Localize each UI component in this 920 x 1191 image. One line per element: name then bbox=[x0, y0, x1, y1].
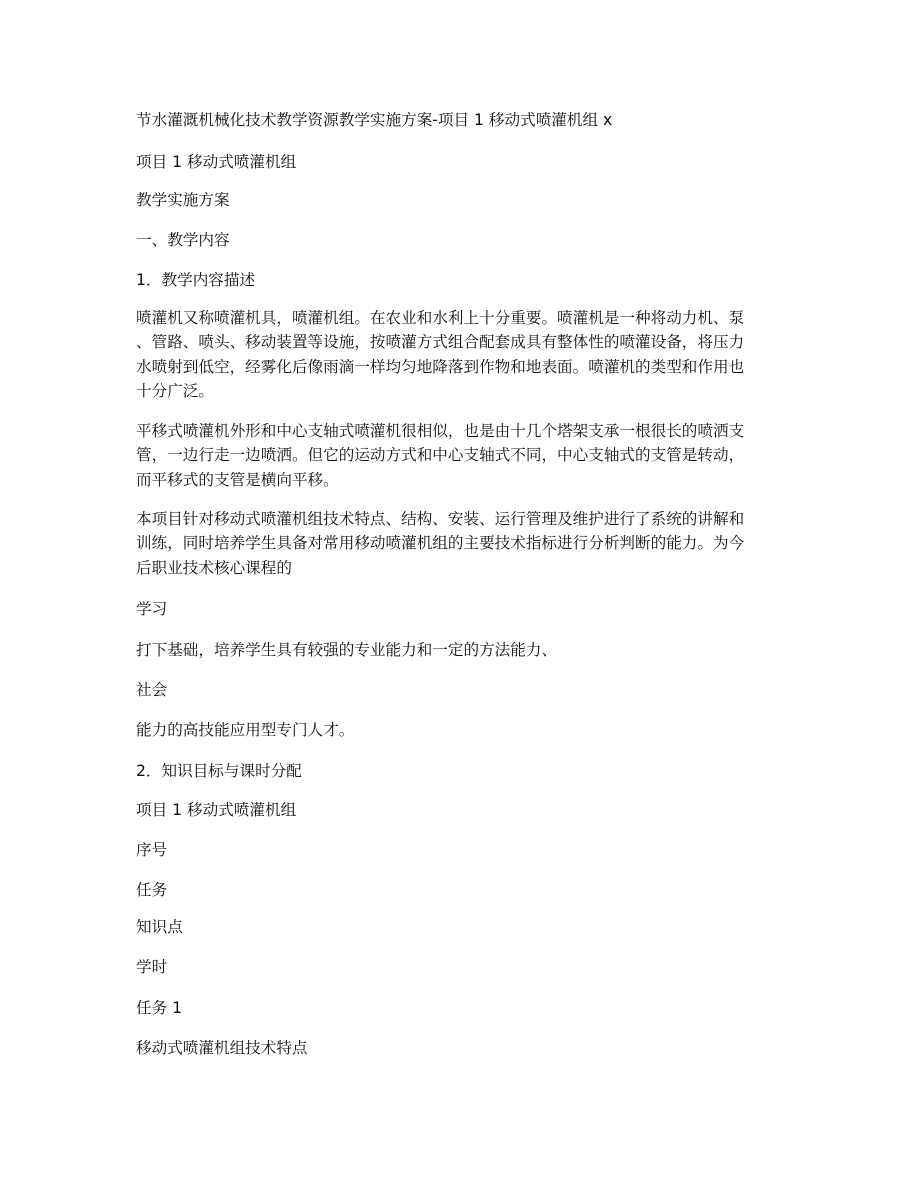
table-cell: 移动式喷灌机组技术特点 bbox=[136, 1039, 308, 1057]
text-fragment: 社会 bbox=[136, 681, 168, 699]
paragraph-3 bbox=[136, 507, 744, 580]
text-line: 喷灌机又称喷灌机具，喷灌机组。在农业和水利上十分重要。喷灌机是一种将动力机、泵 bbox=[136, 309, 745, 327]
table-header-index: 序号 bbox=[136, 841, 168, 859]
plan-heading: 教学实施方案 bbox=[136, 191, 230, 209]
table-cell: 任务 1 bbox=[136, 999, 183, 1017]
paragraph-1 bbox=[136, 306, 744, 403]
text-fragment: 打下基础，培养学生具有较强的专业能力和一定的方法能力、 bbox=[136, 641, 558, 659]
document-title: 节水灌溉机械化技术教学资源教学实施方案-项目 1 移动式喷灌机组 x bbox=[136, 111, 613, 129]
text-line: 而平移式的支管是横向平移。 bbox=[136, 470, 339, 489]
text-line: 、管路、喷头、移动装置等设施，按喷灌方式组合配套成具有整体性的喷灌设备，将压力 bbox=[136, 333, 745, 352]
subsection-heading: 2．知识目标与课时分配 bbox=[136, 762, 302, 780]
text-line: 水喷射到低空，经雾化后像雨滴一样均匀地降落到作物和地表面。喷灌机的类型和作用也 bbox=[136, 357, 745, 376]
text-line: 本项目针对移动式喷灌机组技术特点、结构、安装、运行管理及维护进行了系统的讲解和 bbox=[136, 510, 745, 528]
table-header-hours: 学时 bbox=[136, 958, 168, 976]
text-line: 管，一边行走一边喷洒。但它的运动方式和中心支轴式不同，中心支轴式的支管是转动， bbox=[136, 446, 745, 465]
text-line: 后职业技术核心课程的 bbox=[136, 558, 292, 577]
text-fragment: 学习 bbox=[136, 600, 168, 618]
text-fragment: 能力的高技能应用型专门人才。 bbox=[136, 721, 355, 739]
table-header-task: 任务 bbox=[136, 881, 168, 899]
project-subtitle: 项目 1 移动式喷灌机组 bbox=[136, 153, 297, 171]
table-header-knowledge: 知识点 bbox=[136, 918, 183, 936]
subsection-heading: 1．教学内容描述 bbox=[136, 271, 256, 289]
text-line: 平移式喷灌机外形和中心支轴式喷灌机很相似，也是由十几个塔架支承一根很长的喷洒支 bbox=[136, 422, 745, 440]
paragraph-2 bbox=[136, 419, 744, 492]
text-line: 十分广泛。 bbox=[136, 381, 214, 400]
section-heading: 一、教学内容 bbox=[136, 231, 230, 249]
text-line: 训练，同时培养学生具备对常用移动喷灌机组的主要技术指标进行分析判断的能力。为今 bbox=[136, 534, 745, 553]
table-caption: 项目 1 移动式喷灌机组 bbox=[136, 801, 297, 819]
